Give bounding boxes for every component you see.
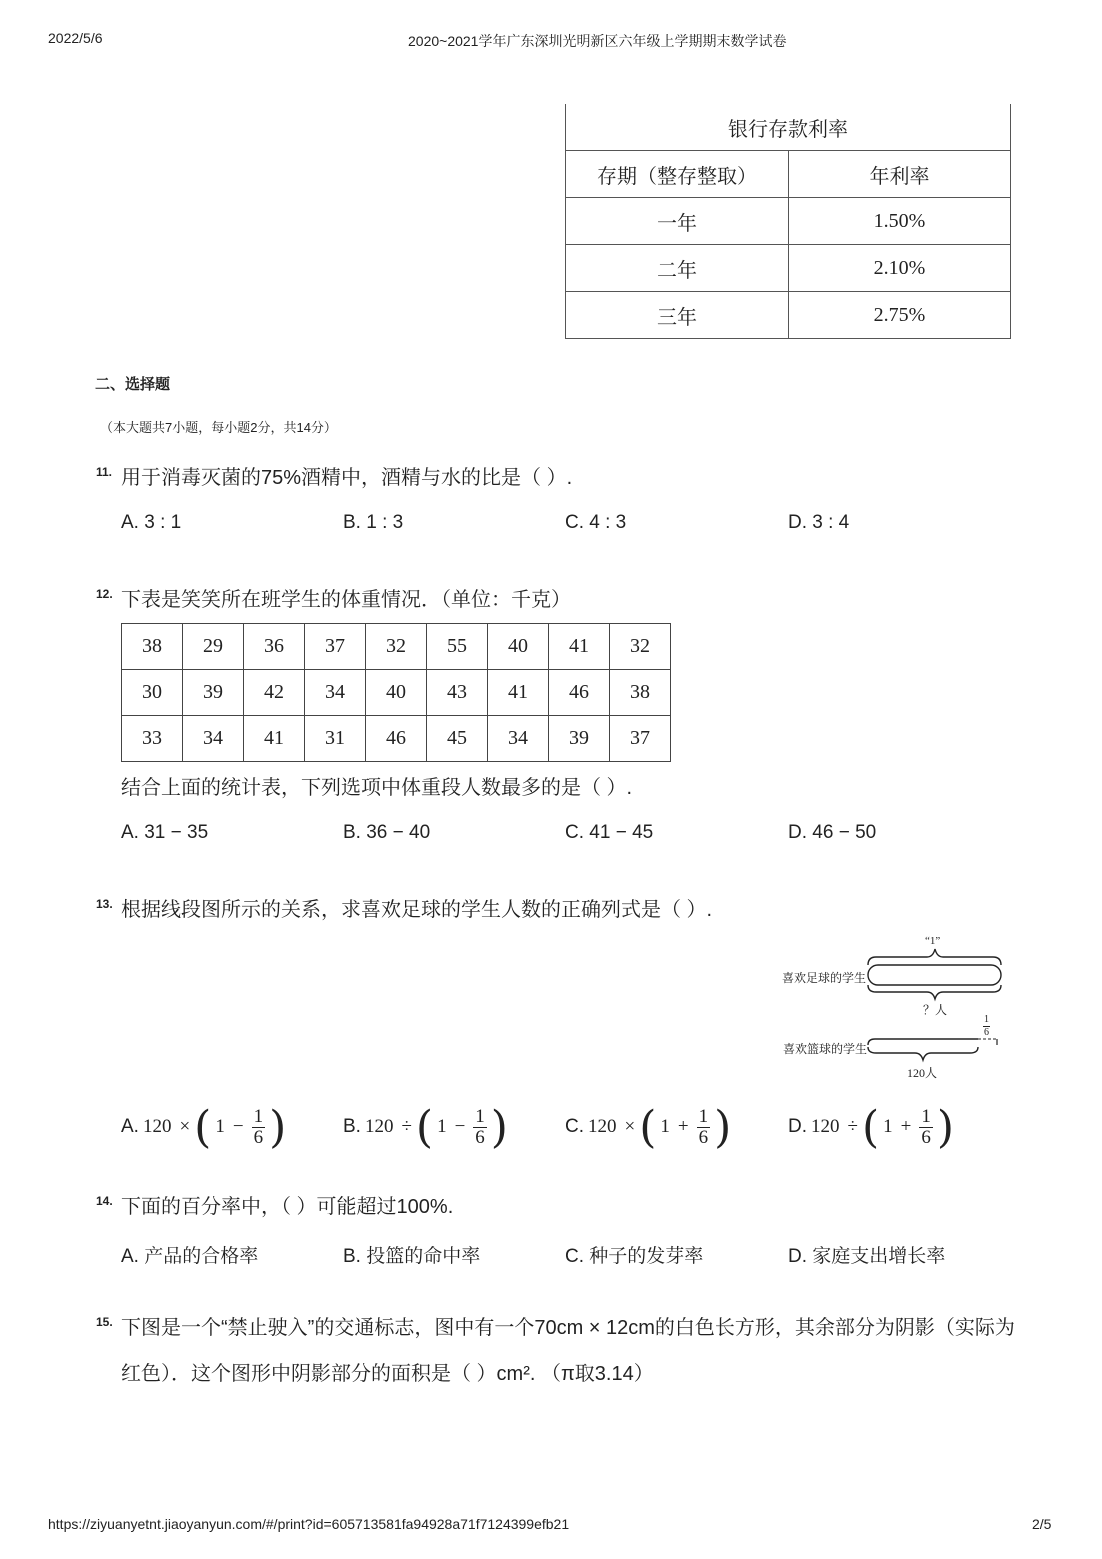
option-number: 120 — [588, 1116, 617, 1137]
weight-cell: 34 — [305, 670, 366, 716]
option-sign: + — [900, 1116, 912, 1137]
option-letter: B. — [343, 1116, 361, 1137]
option-letter: D. — [788, 1116, 807, 1137]
diagram-fraction-denominator: 6 — [984, 1027, 989, 1038]
bank-table-caption: 银行存款利率 — [566, 104, 1011, 151]
option-fraction: $\frac{1}{6}$ — [921, 1105, 931, 1148]
rate-cell: 2.75% — [789, 292, 1011, 339]
question-text: 下图是一个“禁止驶入”的交通标志，图中有一个70cm × 12cm的白色长方形，其余部分为阴影（实际为 — [121, 1317, 1015, 1339]
option-operator: ÷ — [401, 1116, 412, 1137]
option-one: 1 — [215, 1116, 225, 1137]
section-note: （本大题共7小题，每小题2分，共14分） — [100, 420, 337, 435]
weight-cell: 36 — [244, 624, 305, 670]
bank-table-header-rate: 年利率 — [789, 151, 1011, 198]
question-text-2: 红色）．这个图形中阴影部分的面积是（ ）cm². （π取3.14） — [121, 1363, 654, 1385]
one-label: “1” — [925, 935, 941, 947]
weight-cell: 45 — [427, 716, 488, 762]
option-number: 120 — [811, 1116, 840, 1137]
option-one: 1 — [883, 1116, 893, 1137]
option-one: 1 — [660, 1116, 670, 1137]
weight-cell: 31 — [305, 716, 366, 762]
weight-cell: 43 — [427, 670, 488, 716]
rate-cell: 2.10% — [789, 245, 1011, 292]
option-b[interactable]: B. 36 − 40 — [343, 822, 431, 843]
question-text: 根据线段图所示的关系，求喜欢足球的学生人数的正确列式是（ ）. — [121, 899, 713, 921]
weight-cell: 38 — [610, 670, 671, 716]
weight-cell: 40 — [366, 670, 427, 716]
question-number: 13. — [96, 897, 113, 911]
option-b[interactable]: B. 投篮的命中率 — [343, 1246, 481, 1267]
weight-cell: 30 — [122, 670, 183, 716]
weight-cell: 46 — [366, 716, 427, 762]
segment-diagram-svg — [775, 935, 1015, 1085]
option-b[interactable]: B. 1 : 3 — [343, 512, 404, 533]
segment-diagram — [775, 935, 1015, 1085]
section-title: 二、选择题 — [95, 376, 171, 393]
option-operator: ÷ — [847, 1116, 858, 1137]
term-cell: 二年 — [566, 245, 789, 292]
rate-cell: 1.50% — [789, 198, 1011, 245]
weight-cell: 46 — [549, 670, 610, 716]
weight-table — [121, 623, 671, 762]
option-a[interactable]: A. 3 : 1 — [121, 512, 182, 533]
basketball-label: 喜欢篮球的学生 — [783, 1042, 868, 1056]
option-fraction: $\frac{1}{6}$ — [253, 1105, 264, 1148]
weight-cell: 33 — [122, 716, 183, 762]
option-a[interactable]: A. 产品的合格率 — [121, 1246, 259, 1267]
option-operator: × — [624, 1116, 636, 1137]
option-sign: − — [232, 1116, 244, 1137]
option-d[interactable]: D. 120 ÷ ( 1 + $\frac{1}{6}$ ) — [788, 1101, 954, 1153]
weight-cell: 32 — [366, 624, 427, 670]
weight-cell: 40 — [488, 624, 549, 670]
option-fraction: $\frac{1}{6}$ — [698, 1105, 709, 1148]
table-row — [122, 670, 671, 716]
option-d[interactable]: D. 3 : 4 — [788, 512, 850, 533]
option-operator: × — [179, 1116, 191, 1137]
diagram-fraction-numerator: 1 — [984, 1014, 989, 1025]
option-d[interactable]: D. 家庭支出增长率 — [788, 1246, 946, 1267]
football-unknown: ？人 — [923, 1003, 948, 1017]
option-c[interactable]: C. 种子的发芽率 — [565, 1246, 704, 1267]
question-number: 12. — [96, 587, 113, 601]
weight-cell: 32 — [610, 624, 671, 670]
option-c[interactable]: C. 120 × ( 1 + $\frac{1}{6}$ ) — [565, 1101, 732, 1153]
option-number: 120 — [364, 1116, 394, 1137]
weight-cell: 34 — [183, 716, 244, 762]
weight-cell: 41 — [488, 670, 549, 716]
table-row — [122, 624, 671, 670]
question-text-2: 结合上面的统计表，下列选项中体重段人数最多的是（ ）. — [121, 777, 633, 799]
weight-cell: 34 — [488, 716, 549, 762]
option-number: 120 — [142, 1116, 172, 1137]
term-cell: 一年 — [566, 198, 789, 245]
weight-cell: 29 — [183, 624, 244, 670]
option-one: 1 — [437, 1116, 447, 1137]
option-c[interactable]: C. 4 : 3 — [565, 512, 627, 533]
option-letter: A. — [121, 1116, 139, 1137]
diagram-fraction — [983, 1014, 990, 1039]
weight-cell: 41 — [549, 624, 610, 670]
option-fraction: $\frac{1}{6}$ — [475, 1105, 485, 1148]
table-row — [566, 245, 1011, 292]
question-number: 14. — [96, 1194, 113, 1208]
weight-cell: 37 — [305, 624, 366, 670]
option-c[interactable]: C. 41 − 45 — [565, 822, 654, 843]
weight-cell: 39 — [183, 670, 244, 716]
question-text: 下面的百分率中，（ ）可能超过100%. — [121, 1196, 454, 1218]
option-a[interactable]: A. 120 × ( 1 − $\frac{1}{6}$ ) — [121, 1101, 287, 1153]
weight-cell: 41 — [244, 716, 305, 762]
table-row — [566, 292, 1011, 339]
option-a[interactable]: A. 31 − 35 — [121, 822, 209, 843]
option-letter: C. — [565, 1116, 584, 1137]
question-text: 用于消毒灭菌的75%酒精中，酒精与水的比是（ ）. — [121, 467, 573, 489]
footer-url[interactable]: https://ziyuanyetnt.jiaoyanyun.com/#/print?id=605713581fa94928a71f7124399efb21 — [48, 1516, 570, 1532]
question-number: 11. — [96, 465, 113, 479]
option-b[interactable]: B. 120 ÷ ( 1 − $\frac{1}{6}$ ) — [343, 1101, 508, 1153]
basketball-count: 120人 — [907, 1066, 938, 1080]
question-text: 下表是笑笑所在班学生的体重情况．（单位：千克） — [121, 589, 571, 611]
option-sign: − — [454, 1116, 466, 1137]
table-row — [122, 716, 671, 762]
weight-cell: 55 — [427, 624, 488, 670]
weight-cell: 39 — [549, 716, 610, 762]
page-title: 2020~2021学年广东深圳光明新区六年级上学期期末数学试卷 — [408, 33, 787, 49]
bank-rate-table — [565, 104, 1011, 339]
option-d[interactable]: D. 46 − 50 — [788, 822, 877, 843]
weight-cell: 37 — [610, 716, 671, 762]
page-number: 2/5 — [1032, 1516, 1052, 1532]
question-number: 15. — [96, 1315, 113, 1329]
bank-table-header-term: 存期（整存整取） — [566, 151, 789, 198]
print-date: 2022/5/6 — [48, 30, 103, 46]
option-sign: + — [677, 1116, 689, 1137]
weight-cell: 42 — [244, 670, 305, 716]
table-row — [566, 198, 1011, 245]
weight-cell: 38 — [122, 624, 183, 670]
term-cell: 三年 — [566, 292, 789, 339]
football-label: 喜欢足球的学生 — [782, 971, 867, 985]
